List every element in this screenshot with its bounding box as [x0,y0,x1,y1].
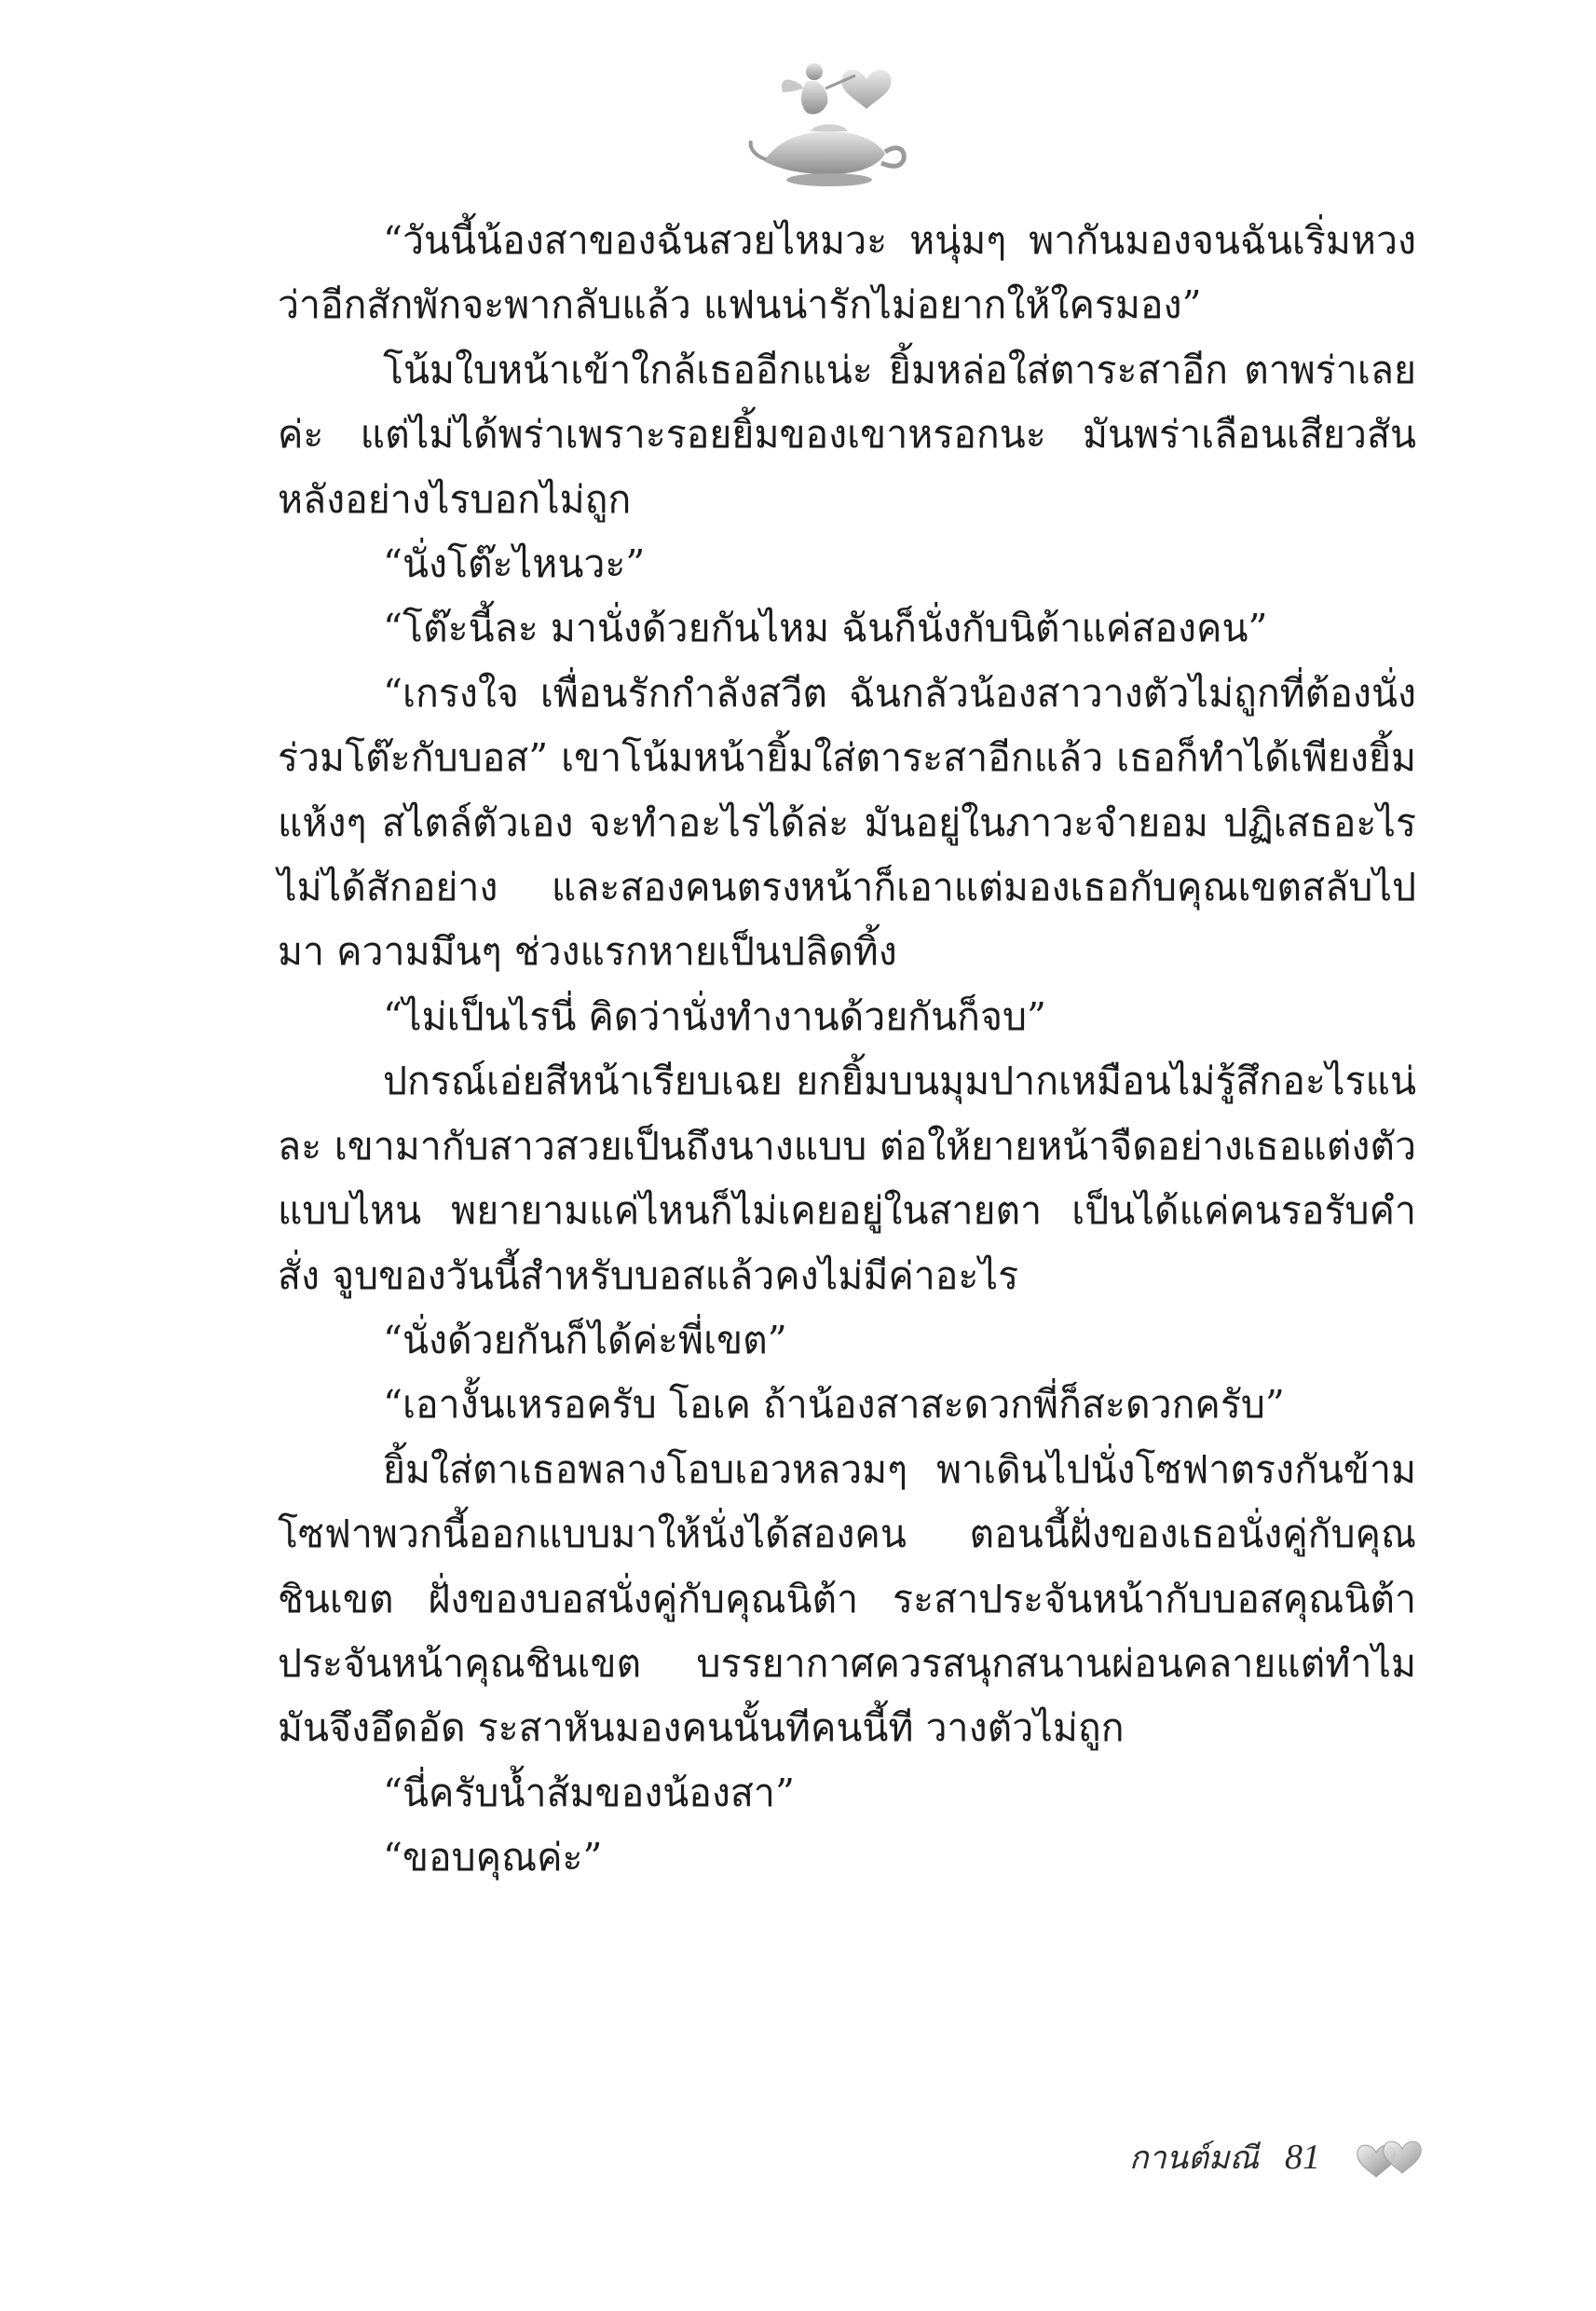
paragraph: “นั่งโต๊ะไหนวะ” [383,541,646,587]
paragraph: “วันนี้น้องสาของฉันสวยไหมวะ หนุ่มๆ พากันมองจนฉันเริ่มหวง ว่าอีกสักพักจะพากลับแล้ว แฟนน่ารักไม่อยากให้ใครมอง” [278,218,1416,328]
paragraph: “เกรงใจ เพื่อนรักกำลังสวีต ฉันกลัวน้องสาวางตัวไม่ถูกที่ต้องนั่งร่วมโต๊ะกับบอส” เขาโน้มหน้ายิ้มใส่ตาระสาอีกแล้ว เธอก็ทำได้เพียงยิ้มแห้งๆ สไตล์ตัวเอง จะทำอะไรได้ล่ะ มันอยู่ในภาวะจำยอม ปฏิเสธอะไรไม่ได้สักอย่าง และสองคนตรงหน้าก็เอาแต่มองเธอกับคุณเขตสลับไปมา ความมึนๆ ช่วงแรกหายเป็นปลิดทิ้ง [278,670,1416,975]
paragraph: ปกรณ์เอ่ยสีหน้าเรียบเฉย ยกยิ้มบนมุมปากเหมือนไม่รู้สึกอะไรแน่ละ เขามากับสาวสวยเป็นถึงนางแบบ ต่อให้ยายหน้าจืดอย่างเธอแต่งตัวแบบไหน พยายามแค่ไหนก็ไม่เคยอยู่ในสายตา เป็นได้แค่คนรอรับคำสั่ง จูบของวันนี้สำหรับบอสแล้วคงไม่มีค่าอะไร [278,1059,1416,1298]
paragraph: “นั่งด้วยกันก็ได้ค่ะพี่เขต” [383,1317,787,1362]
paragraph: “เอางั้นเหรอครับ โอเค ถ้าน้องสาสะดวกพี่ก็สะดวกครับ” [383,1382,1285,1428]
two-hearts-icon [1354,2134,1428,2181]
paragraph: “ไม่เป็นไรนี่ คิดว่านั่งทำงานด้วยกันก็จบ” [383,993,1046,1039]
page-number: 81 [1285,2138,1320,2177]
paragraph: ยิ้มใส่ตาเธอพลางโอบเอวหลวมๆ พาเดินไปนั่งโซฟาตรงกันข้ามโซฟาพวกนี้ออกแบบมาให้นั่งได้สองคน ตอนนี้ฝั่งของเธอนั่งคู่กับคุณชินเขต ฝั่งของบอสนั่งคู่กับคุณนิต้า ระสาประจันหน้ากับบอสคุณนิต้าประจันหน้าคุณชินเขต บรรยากาศควรสนุกสนานผ่อนคลายแต่ทำไมมันจึงอึดอัด ระสาหันมองคนนั้นทีคนนี้ที วางตัวไม่ถูก [278,1446,1416,1751]
paragraph: “ขอบคุณค่ะ” [383,1835,603,1880]
paragraph: “โต๊ะนี้ละ มานั่งด้วยกันไหม ฉันก็นั่งกับนิต้าแค่สองคน” [383,606,1268,651]
book-title: กานต์มณี [1129,2140,1259,2177]
story-text [278,209,1416,1891]
paragraph: โน้มใบหน้าเข้าใกล้เธออีกแน่ะ ยิ้มหล่อใส่ตาระสาอีก ตาพร่าเลยค่ะ แต่ไม่ได้พร่าเพราะรอยยิ้มของเขาหรอกนะ มันพร่าเลือนเสียวสันหลังอย่างไรบอกไม่ถูก [278,347,1416,522]
paragraph: “นี่ครับน้ำส้มของน้องสา” [383,1770,795,1815]
cupid-teapot-ornament [745,51,913,191]
page-footer [1129,2129,1428,2185]
